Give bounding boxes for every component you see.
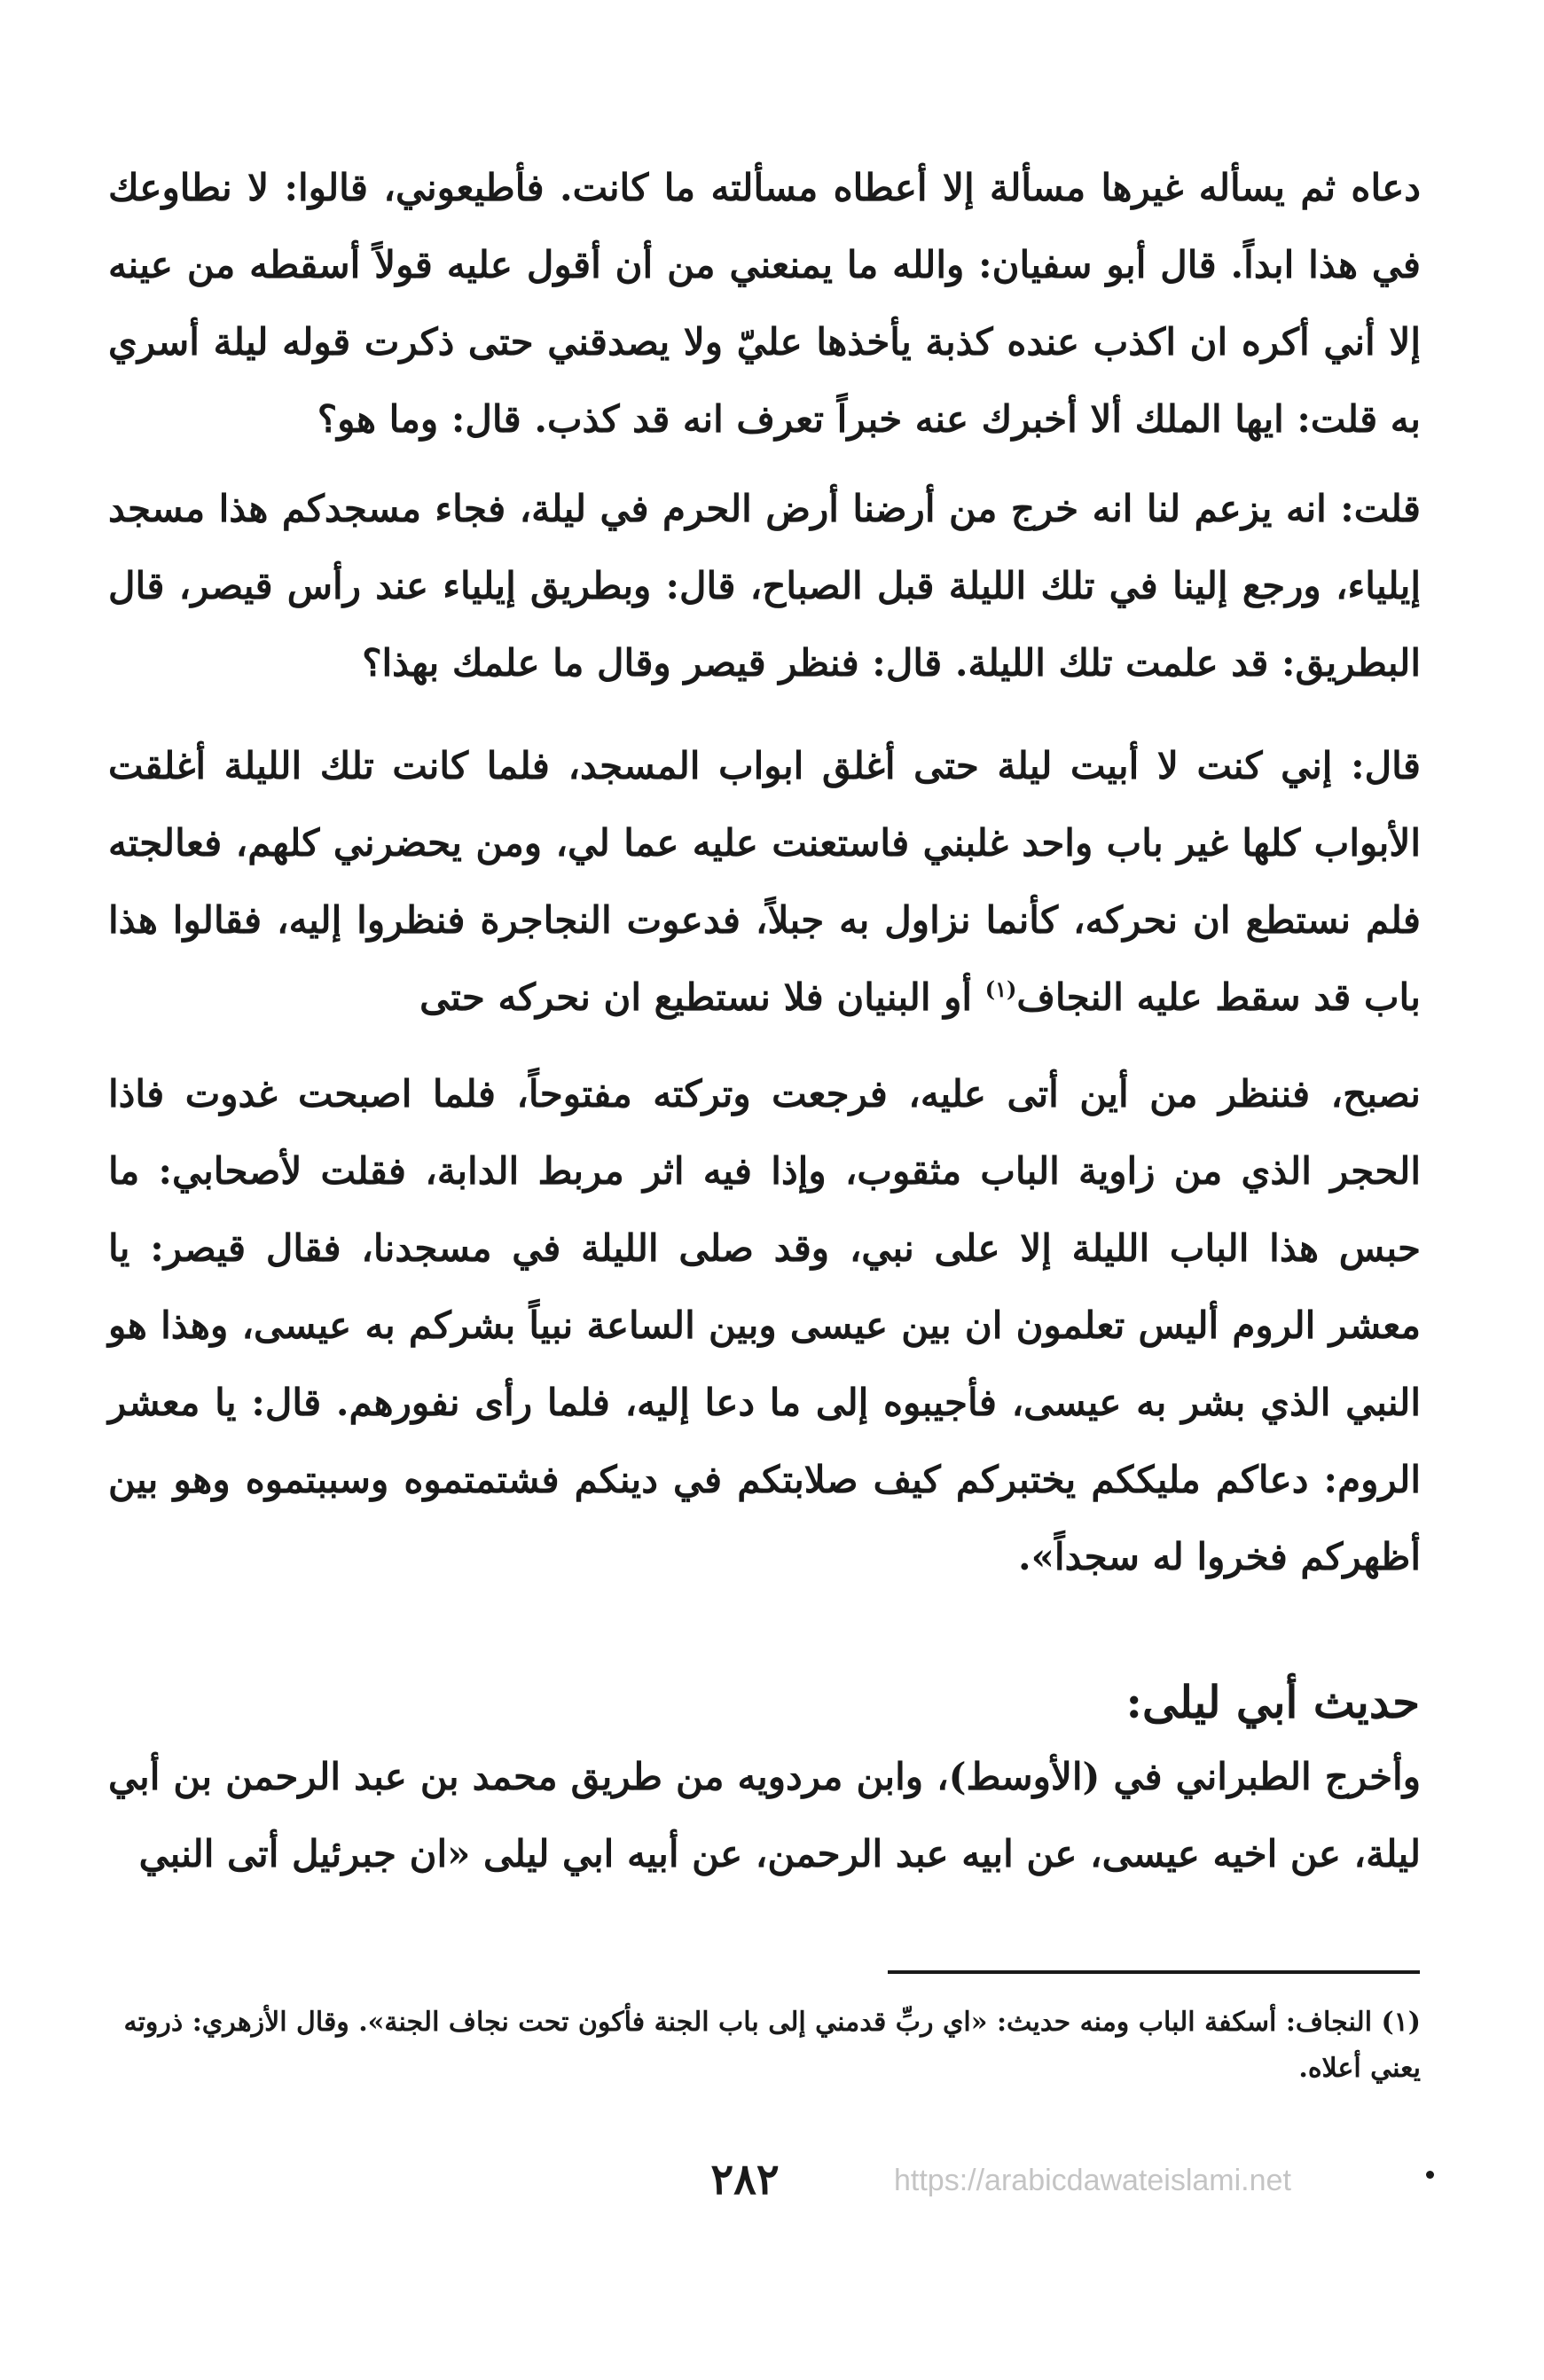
paragraph-5: وأخرج الطبراني في (الأوسط)، وابن مردويه من طريق محمد بن عبد الرحمن بن أبي ليلة، عن اخيه عيسى، عن ابيه عبد الرحمن، عن أبيه ابي ليلى «ان جبرئيل أتى النبي bbox=[108, 1755, 1421, 1875]
paragraph-3-text: قال: إني كنت لا أبيت ليلة حتى أغلق ابواب المسجد، فلما كانت تلك الليلة أغلقت الأبواب كلها غير باب واحد غلبني فاستعنت عليه عما لي، ومن يحضرني كلهم، فعالجته فلم نستطع ان نحركه، كأنما نزاول به جبلاً، فدعوت النجاجرة فنظروا إليه، فقالوا هذا باب قد سقط عليه النجاف bbox=[108, 744, 1421, 1019]
watermark-url: https://arabicdawateislami.net bbox=[894, 2164, 1291, 2197]
paragraph-3 bbox=[108, 727, 1421, 1036]
paragraph-2: قلت: انه يزعم لنا انه خرج من أرضنا أرض الحرم في ليلة، فجاء مسجدكم هذا مسجد إيلياء، ورجع إلينا في تلك الليلة قبل الصباح، قال: وبطريق إيلياء عند رأس قيصر، قال البطريق: قد علمت تلك الليلة. قال: فنظر قيصر وقال ما علمك بهذا؟ bbox=[108, 487, 1421, 685]
section-heading: حديث أبي ليلى: bbox=[1125, 1676, 1420, 1728]
footnote-marker[interactable]: (١) bbox=[984, 976, 1017, 1002]
footnote: (١) النجاف: أسكفة الباب ومنه حديث: «اي ربِّ قدمني إلى باب الجنة فأكون تحت نجاف الجنة». وقال الأزهري: ذروته يعني أعلاه. bbox=[123, 2007, 1421, 2084]
footnote-divider bbox=[888, 1970, 1420, 1974]
page-number: ٢٨٢ bbox=[710, 2155, 780, 2204]
paragraph-4: نصبح، فننظر من أين أتى عليه، فرجعت وتركته مفتوحاً، فلما اصبحت غدوت فاذا الحجر الذي من زاوية الباب مثقوب، وإذا فيه اثر مربط الدابة، فقلت لأصحابي: ما حبس هذا الباب الليلة إلا على نبي، وقد صلى الليلة في مسجدنا، فقال قيصر: يا معشر الروم أليس تعلمون ان بين عيسى وبين الساعة نبياً بشركم به عيسى، وهذا هو النبي الذي بشر به عيسى، فأجيبوه إلى ما دعا إليه، فلما رأى نفورهم. قال: يا معشر الروم: دعاكم مليككم يختبركم كيف صلابتكم في دينكم فشتمتموه وسببتموه وهو بين أظهركم فخروا له سجداً». bbox=[108, 1072, 1421, 1578]
paragraph-1: دعاه ثم يسأله غيرها مسألة إلا أعطاه مسألته ما كانت. فأطيعوني، قالوا: لا نطاوعك في هذا ابداً. قال أبو سفيان: والله ما يمنعني من أن أقول عليه قولاً أسقطه من عينه إلا أني أكره ان اكذب عنده كذبة يأخذها عليّ ولا يصدقني حتى ذكرت قوله ليلة أسري به قلت: ايها الملك ألا أخبرك عنه خبراً تعرف انه قد كذب. قال: وما هو؟ bbox=[108, 166, 1421, 441]
paragraph-3-tail: أو البنيان فلا نستطيع ان نحركه حتى bbox=[419, 975, 973, 1019]
margin-dot bbox=[1426, 2171, 1434, 2179]
